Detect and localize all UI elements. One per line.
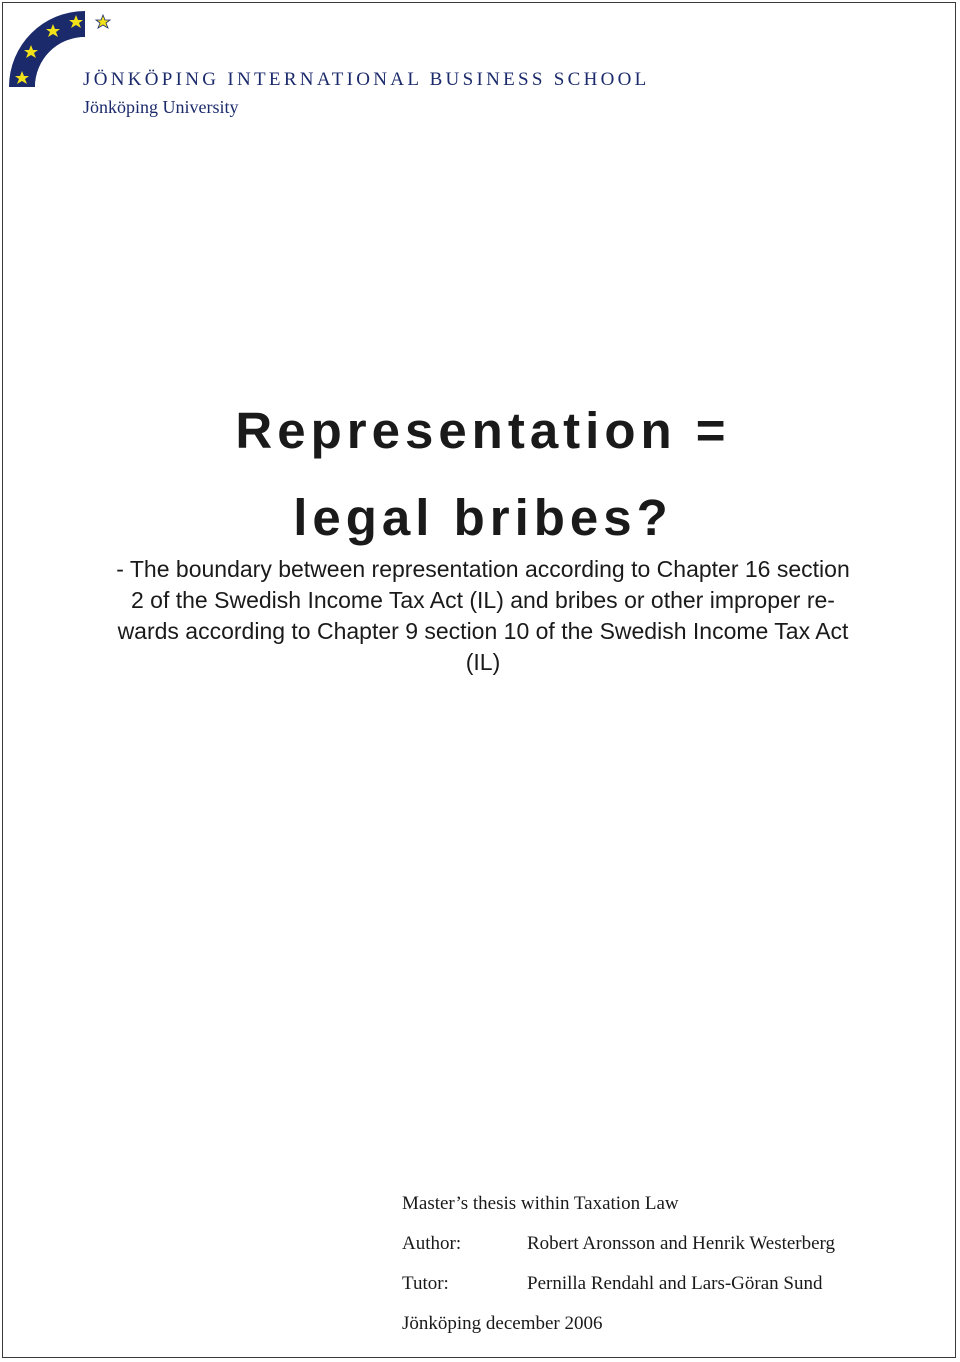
author-label: Author: [402, 1233, 462, 1254]
subtitle-line-2: 2 of the Swedish Income Tax Act (IL) and bribes or other improper re- [131, 587, 835, 613]
thesis-title-line-2: legal bribes? [293, 489, 673, 546]
school-name: JÖNKÖPING INTERNATIONAL BUSINESS SCHOOL [83, 69, 650, 90]
thesis-type: Master’s thesis within Taxation Law [402, 1193, 679, 1214]
thesis-title-line-1: Representation = [235, 402, 731, 459]
subtitle-line-1: - The boundary between representation according to Chapter 16 section [116, 556, 850, 582]
title-page [2, 2, 956, 1358]
subtitle-line-3: wards according to Chapter 9 section 10 of the Swedish Income Tax Act [117, 618, 849, 644]
subtitle-line-4: (IL) [465, 649, 501, 675]
tutor-label: Tutor: [402, 1273, 449, 1294]
author-value: Robert Aronsson and Henrik Westerberg [527, 1233, 836, 1254]
university-name: Jönköping University [83, 97, 239, 117]
tutor-value: Pernilla Rendahl and Lars-Göran Sund [527, 1273, 823, 1294]
place-date: Jönköping december 2006 [402, 1313, 603, 1334]
